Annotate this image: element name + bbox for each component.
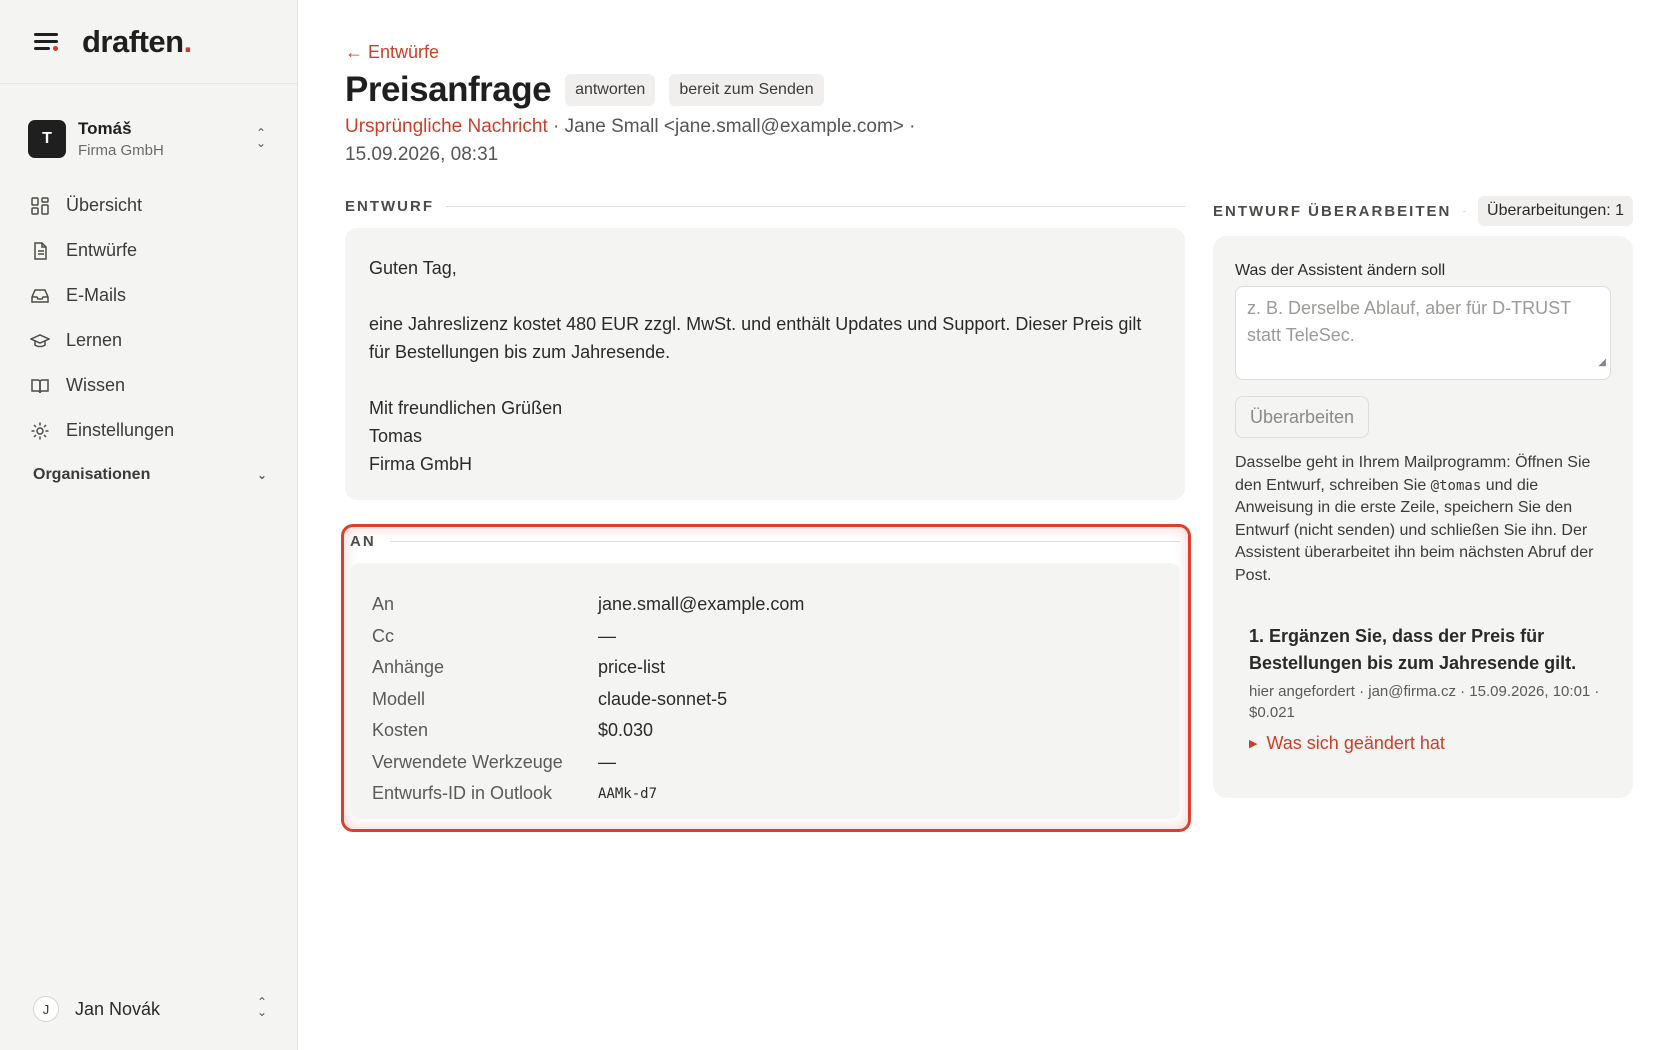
brand-logo[interactable] [82, 24, 192, 60]
kv-value: claude-sonnet-5 [598, 688, 728, 709]
kv-row-attachments [372, 652, 1158, 684]
revise-button[interactable]: Überarbeiten [1235, 396, 1369, 438]
revise-help-text [1235, 452, 1611, 587]
kv-row-model [372, 684, 1158, 716]
nav-label: Einstellungen [66, 420, 175, 440]
kv-row-cost [372, 715, 1158, 747]
draft-greeting: Guten Tag, [369, 258, 457, 278]
document-icon [30, 241, 50, 261]
user-name: Jan Novák [75, 998, 161, 1019]
nav-item-lernen[interactable] [30, 318, 270, 363]
kv-value: AAMk-d7 [598, 785, 658, 802]
divider [390, 541, 1180, 542]
revision-meta: hier angefordert · jan@firma.cz · 15.09.2026, 10:01 · $0.021 [1249, 683, 1600, 721]
divider [1463, 211, 1466, 212]
draft-paragraph: eine Jahreslizenz kostet 480 EUR zzgl. MwSt. und enthält Updates und Support. Dieser Preis gilt für Bestellungen bis zum Jahresende. [369, 314, 1142, 362]
inbox-icon [30, 286, 50, 306]
draft-body[interactable] [345, 228, 1185, 500]
kv-value: price-list [598, 657, 666, 678]
nav-label: Übersicht [66, 195, 143, 215]
kv-key: Modell [372, 688, 426, 709]
nav-label: E-Mails [66, 285, 127, 305]
kv-row-cc [372, 621, 1158, 653]
account-switcher[interactable] [28, 116, 272, 162]
revise-card [1213, 236, 1633, 798]
help-text-part: und die Anweisung in die erste Zeile, speichern Sie den Entwurf (nicht senden) und schließen Sie ihn. Der Assistent überarbeitet ihn beim nächsten Abruf der Post. [1235, 476, 1594, 584]
original-message-link[interactable]: Ursprüngliche Nachricht [345, 116, 548, 137]
chevron-updown-icon: ⌃ ⌄ [256, 995, 267, 1019]
revision-title: 1. Ergänzen Sie, dass der Preis für Bestellungen bis zum Jahresende gilt. [1249, 626, 1577, 673]
message-meta [345, 113, 965, 169]
draft-signature-org: Firma GmbH [369, 454, 472, 474]
brand-header [0, 0, 297, 84]
draft-section-header [345, 198, 1185, 215]
resize-handle-icon[interactable]: ◢ [1598, 357, 1606, 368]
meta-details: · Jane Small <jane.small@example.com> · 15.09.2026, 08:31 [345, 116, 916, 165]
revise-field-label: Was der Assistent ändern soll [1235, 262, 1446, 279]
what-changed-label: Was sich geändert hat [1266, 733, 1445, 753]
draft-signature-name: Tomas [369, 426, 423, 446]
organizations-toggle[interactable] [33, 466, 267, 484]
account-org: Firma GmbH [78, 142, 164, 159]
revise-section-header [1213, 196, 1633, 226]
revise-instruction-input[interactable] [1235, 286, 1611, 380]
help-code: @tomas [1430, 477, 1482, 494]
main-nav [30, 183, 270, 453]
book-icon [30, 376, 50, 396]
graduation-cap-icon [30, 331, 50, 351]
revision-history-item [1235, 623, 1611, 754]
section-label: ENTWURF [345, 198, 434, 215]
kv-value: $0.030 [598, 720, 654, 741]
kv-value: jane.small@example.com [598, 594, 805, 615]
placeholder-text: z. B. Derselbe Ablauf, aber für D-TRUST statt TeleSec. [1247, 298, 1571, 345]
kv-row-draft-id [372, 778, 1158, 810]
recipients-section [341, 524, 1191, 832]
nav-label: Wissen [66, 375, 126, 395]
caret-right-icon: ▶ [1249, 738, 1258, 750]
status-badge: bereit zum Senden [669, 74, 823, 106]
account-avatar: T [28, 120, 66, 158]
nav-item-wissen[interactable] [30, 363, 270, 408]
grid-icon [30, 196, 50, 216]
section-label: ENTWURF ÜBERARBEITEN [1213, 202, 1452, 220]
title-row [345, 70, 824, 110]
user-menu[interactable] [33, 992, 267, 1026]
organizations-label: Organisationen [33, 466, 151, 483]
nav-label: Entwürfe [66, 240, 138, 260]
brand-period: . [183, 23, 192, 59]
user-avatar: J [33, 996, 59, 1022]
back-link[interactable]: ← Entwürfe [345, 42, 440, 62]
kv-key: Cc [372, 625, 394, 646]
kv-row-to [372, 589, 1158, 621]
chevron-updown-icon: ⌃ ⌄ [255, 126, 266, 150]
help-text-part: Dasselbe geht in Ihrem Mailprogramm: Öffnen Sie den Entwurf, schreiben Sie [1235, 454, 1591, 494]
kv-key: Anhänge [372, 657, 445, 678]
nav-item-entwuerfe[interactable] [30, 228, 270, 273]
kv-value: — [598, 625, 616, 646]
chevron-down-icon: ⌄ [256, 468, 267, 482]
kv-key: An [372, 594, 395, 615]
nav-item-uebersicht[interactable] [30, 183, 270, 228]
kv-key: Verwendete Werkzeuge [372, 751, 563, 772]
sidebar [0, 0, 298, 1050]
what-changed-toggle[interactable] [1249, 733, 1611, 754]
nav-label: Lernen [66, 330, 123, 350]
nav-item-emails[interactable] [30, 273, 270, 318]
recipients-section-header [350, 533, 1180, 550]
recipients-table [350, 563, 1180, 819]
kv-key: Entwurfs-ID in Outlook [372, 783, 553, 804]
gear-icon [30, 421, 50, 441]
divider [446, 206, 1185, 207]
kv-row-tools [372, 747, 1158, 779]
draft-closing: Mit freundlichen Grüßen [369, 398, 563, 418]
revision-count-badge: Überarbeitungen: 1 [1478, 196, 1633, 226]
menu-icon[interactable] [34, 33, 58, 50]
kv-value: — [598, 751, 616, 772]
page-title: Preisanfrage [345, 70, 552, 109]
brand-name-text: draften [82, 23, 184, 59]
section-label: AN [350, 533, 376, 550]
kv-key: Kosten [372, 720, 429, 741]
nav-item-einstellungen[interactable] [30, 408, 270, 453]
account-name: Tomáš [78, 119, 132, 138]
status-badge: antworten [565, 74, 655, 106]
